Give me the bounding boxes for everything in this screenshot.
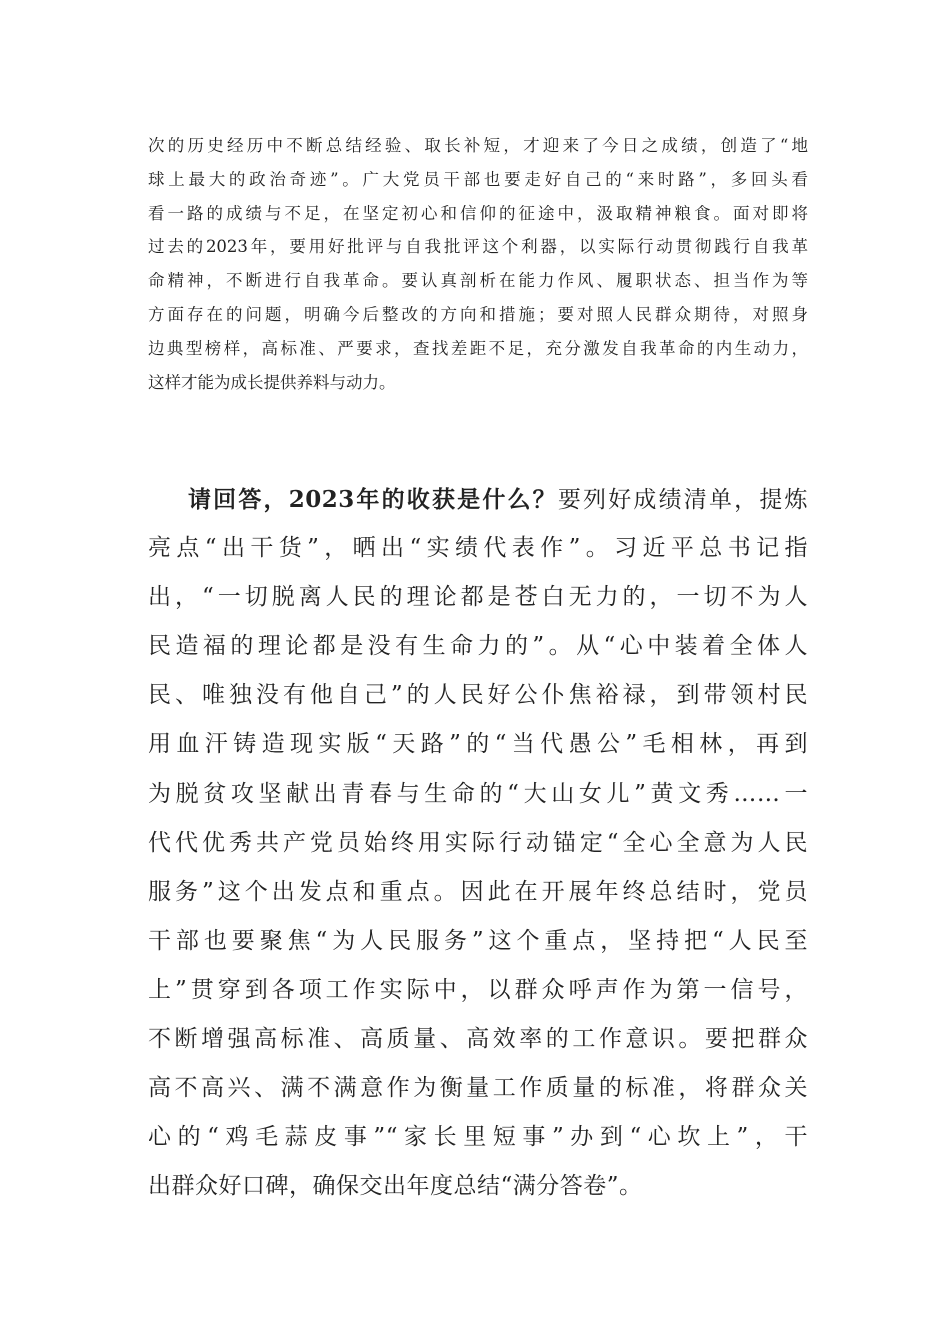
paragraph-2-lead: 请回答，2023年的收获是什么？ (188, 486, 558, 513)
paragraph-2-line: 亮点“出干货”，晒出“实绩代表作”。习近平总书记指 (148, 535, 808, 562)
paragraph-2-line: 民、唯独没有他自己”的人民好公仆焦裕禄，到带领村民 (148, 682, 808, 709)
paragraph-1-line: 球上最大的政治奇迹”。广大党员干部也要走好自己的“来时路”，多回头看 (148, 169, 808, 189)
paragraph-2-line: 高不高兴、满不满意作为衡量工作质量的标准，将群众关 (148, 1075, 808, 1102)
paragraph-2-line: 用血汗铸造现实版“天路”的“当代愚公”毛相林，再到 (148, 731, 808, 758)
paragraph-2-first-line-rest: 要列好成绩清单，提炼 (557, 487, 808, 513)
paragraph-1-line: 次的历史经历中不断总结经验、取长补短，才迎来了今日之成绩，创造了“地 (148, 136, 808, 155)
paragraph-1-line: 看一路的成绩与不足，在坚定初心和信仰的征途中，汲取精神粮食。面对即将 (148, 203, 808, 223)
paragraph-2-line: 民造福的理论都是没有生命力的”。从“心中装着全体人 (148, 633, 808, 660)
paragraph-2-line: 上”贯穿到各项工作实际中，以群众呼声作为第一信号， (148, 976, 808, 1003)
paragraph-2-line: 心的“鸡毛蒜皮事”“家长里短事”办到“心坎上”，干 (148, 1124, 808, 1151)
paragraph-1-line: 过去的2023年，要用好批评与自我批评这个利器，以实际行动贯彻践行自我革 (148, 237, 808, 257)
paragraph-2-line: 为脱贫攻坚献出青春与生命的“大山女儿”黄文秀……一 (148, 780, 808, 807)
paragraph-2 (148, 475, 808, 1211)
paragraph-1-line: 边典型榜样，高标准、严要求，查找差距不足，充分激发自我革命的内生动力， (148, 338, 808, 358)
paragraph-2-line: 出群众好口碑，确保交出年度总结“满分答卷”。 (148, 1173, 643, 1200)
paragraph-2-first-line (148, 475, 808, 524)
paragraph-1-line: 方面存在的问题，明确今后整改的方向和措施；要对照人民群众期待，对照身 (148, 304, 808, 324)
paragraph-2-line: 出，“一切脱离人民的理论都是苍白无力的，一切不为人 (148, 584, 808, 611)
paragraph-2-line: 干部也要聚焦“为人民服务”这个重点，坚持把“人民至 (148, 927, 808, 954)
paragraph-2-line: 不断增强高标准、高质量、高效率的工作意识。要把群众 (148, 1026, 808, 1053)
paragraph-1 (148, 129, 808, 399)
paragraph-2-line: 代代优秀共产党员始终用实际行动锚定“全心全意为人民 (148, 829, 808, 856)
paragraph-2-line: 服务”这个出发点和重点。因此在开展年终总结时，党员 (148, 878, 808, 905)
paragraph-1-line: 命精神，不断进行自我革命。要认真剖析在能力作风、履职状态、担当作为等 (148, 271, 808, 291)
paragraph-1-line: 这样才能为成长提供养料与动力。 (148, 372, 396, 392)
